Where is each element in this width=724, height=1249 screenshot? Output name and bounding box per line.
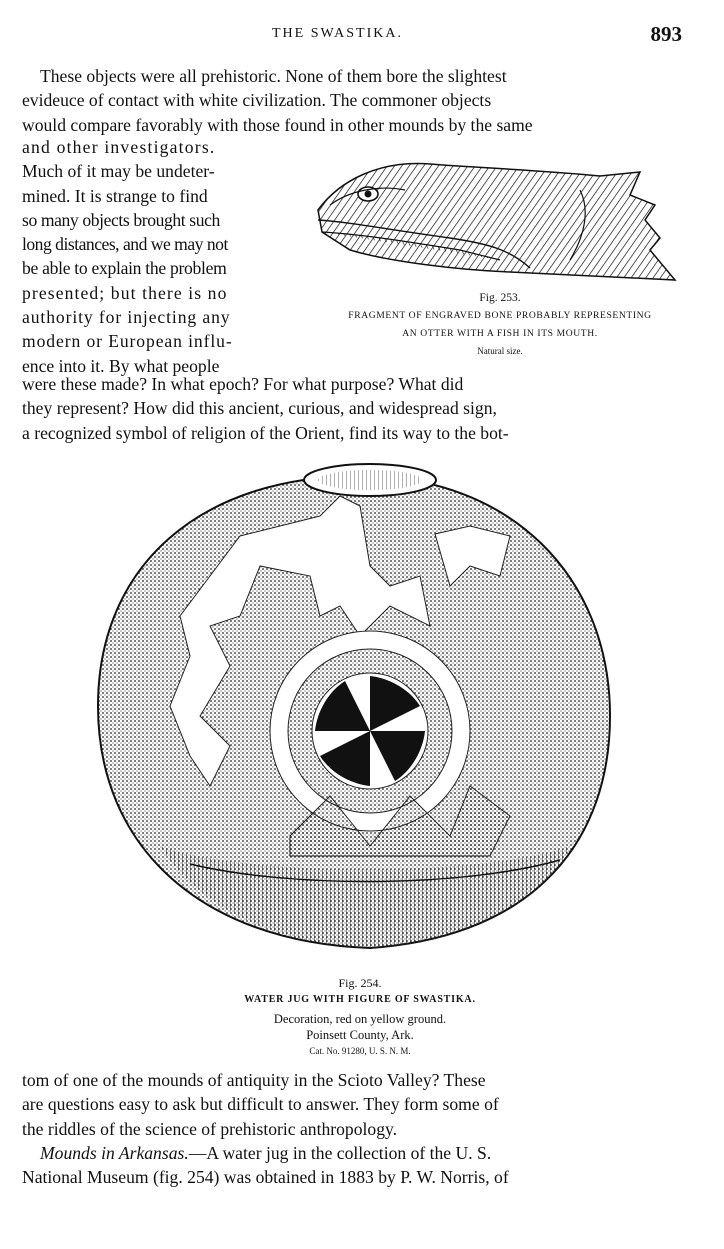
text-span: —A water jug in the collection of the U. S. bbox=[188, 1142, 492, 1163]
text-line: modern or European influ- bbox=[22, 331, 233, 352]
text-line: presented; but there is no bbox=[22, 282, 228, 303]
page-number: 893 bbox=[650, 22, 682, 46]
section-heading: Mounds in Arkansas. bbox=[40, 1142, 189, 1163]
text-line: be able to explain the problem bbox=[22, 258, 227, 279]
text-line: mined. It is strange to find bbox=[22, 185, 208, 206]
text-line: tom of one of the mounds of antiquity in the Scioto Valley? These bbox=[22, 1070, 486, 1090]
paragraph-1-opening bbox=[22, 64, 684, 137]
text-line: evideuce of contact with white civilization. The commoner objects bbox=[22, 90, 492, 111]
figure-254-caption: WATER JUG WITH FIGURE OF SWASTIKA. bbox=[244, 994, 476, 1005]
text-line: long distances, and we may not bbox=[22, 234, 228, 255]
figure-253-caption-2: AN OTTER WITH A FISH IN ITS MOUTH. bbox=[402, 328, 598, 339]
figure-254-catalog-number: Cat. No. 91280, U. S. N. M. bbox=[309, 1046, 411, 1056]
running-title: THE SWASTIKA. bbox=[272, 26, 403, 41]
figure-254-caption-2: Decoration, red on yellow ground. bbox=[273, 1012, 447, 1026]
figure-253 bbox=[310, 150, 690, 365]
figure-253-label: Fig. 253. bbox=[479, 292, 521, 304]
water-jug-illustration bbox=[90, 456, 630, 976]
text-line: and other investigators. bbox=[22, 137, 216, 157]
paragraph-1-continued bbox=[22, 372, 684, 445]
text-line: are questions easy to ask but difficult to answer. They form some of bbox=[22, 1094, 499, 1115]
figure-254-locality: Poinsett County, Ark. bbox=[306, 1028, 414, 1042]
running-header bbox=[0, 22, 724, 48]
text-line: ence into it. By what people bbox=[22, 355, 220, 376]
figure-254 bbox=[90, 456, 630, 976]
text-line: were these made? In what epoch? For what purpose? What did bbox=[22, 374, 464, 394]
text-line: These objects were all prehistoric. None of them bore the slightest bbox=[40, 66, 507, 86]
figure-253-scale-note: Natural size. bbox=[477, 346, 523, 356]
text-line: they represent? How did this ancient, curious, and widespread sign, bbox=[22, 398, 497, 419]
text-line: authority for injecting any bbox=[22, 307, 231, 328]
text-line bbox=[22, 1141, 684, 1165]
text-line: so many objects brought such bbox=[22, 209, 220, 230]
figure-254-label: Fig. 254. bbox=[338, 976, 382, 990]
paragraph-2 bbox=[22, 1068, 684, 1189]
text-line: National Museum (fig. 254) was obtained in 1883 by P. W. Norris, of bbox=[22, 1167, 509, 1188]
engraved-bone-illustration bbox=[310, 150, 690, 290]
text-line: a recognized symbol of religion of the Orient, find its way to the bot- bbox=[22, 422, 509, 443]
text-line: the riddles of the science of prehistoric anthropology. bbox=[22, 1118, 398, 1139]
text-line: Much of it may be undeter- bbox=[22, 161, 215, 182]
figure-253-caption: FRAGMENT OF ENGRAVED BONE PROBABLY REPRESENTING bbox=[348, 310, 652, 321]
text-line: would compare favorably with those found in other mounds by the same bbox=[22, 114, 533, 135]
wrapped-text-column bbox=[22, 135, 298, 378]
